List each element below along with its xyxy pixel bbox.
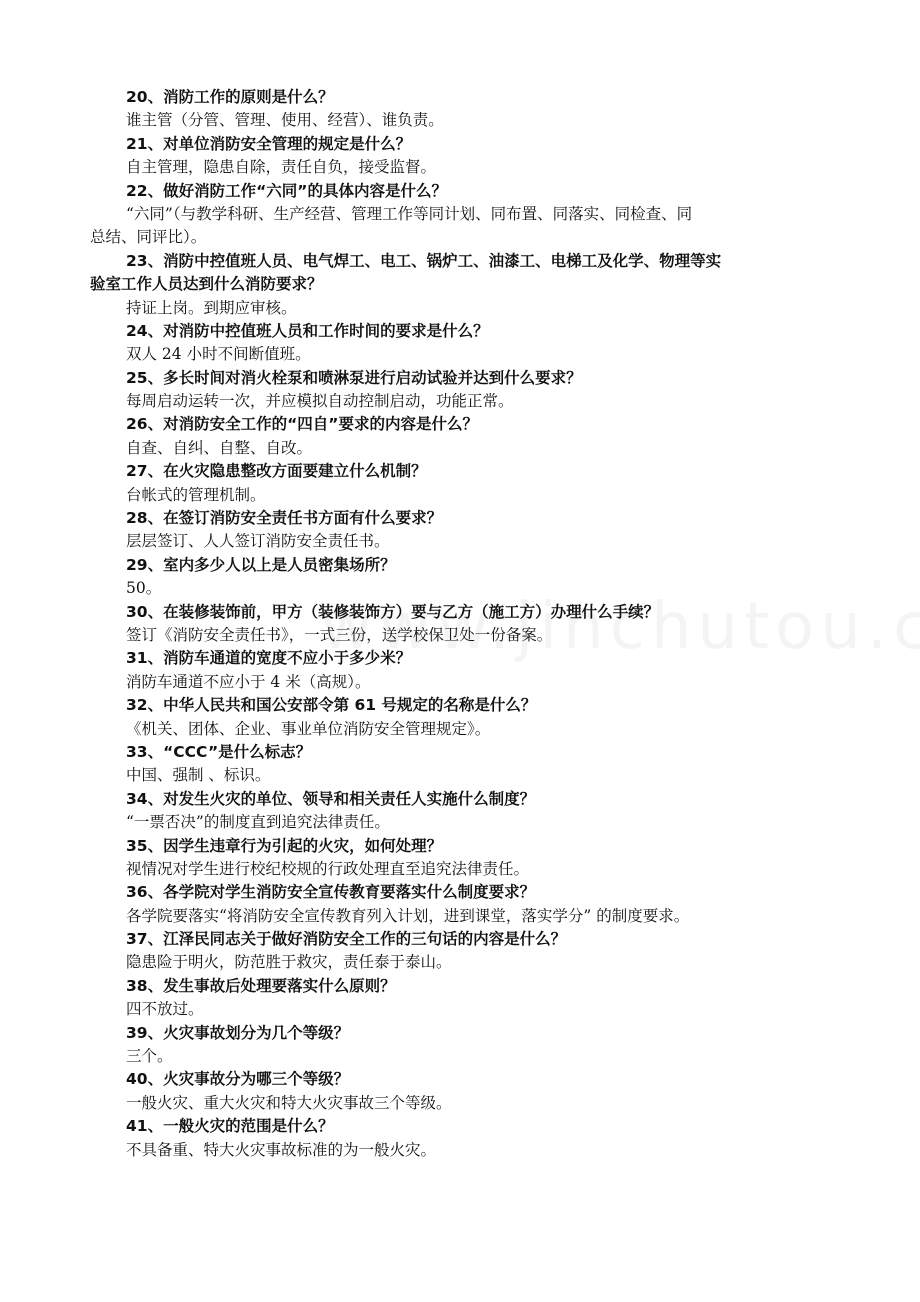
answer-line: 自主管理，隐患自除，责任自负，接受监督。: [126, 158, 437, 177]
answer-line: 视情况对学生进行校纪校规的行政处理直至追究法律责任。: [126, 859, 530, 878]
answer-line: 隐患险于明火，防范胜于救灾，责任泰于泰山。: [126, 953, 452, 972]
question-line: 20、消防工作的原则是什么？: [126, 88, 334, 106]
answer-line: “一票否决”的制度直到追究法律责任。: [126, 813, 390, 832]
question-line: 35、因学生违章行为引起的火灾，如何处理？: [126, 836, 443, 855]
question-line: 28、在签订消防安全责任书方面有什么要求？: [126, 509, 443, 528]
question-line-continued: 验室工作人员达到什么消防要求？: [90, 275, 323, 294]
answer-line: 签订《消防安全责任书》，一式三份，送学校保卫处一份备案。: [126, 625, 553, 644]
answer-line: 50。: [126, 579, 162, 598]
question-line: 31、消防车通道的宽度不应小于多少米？: [126, 649, 412, 668]
question-line: 34、对发生火灾的单位、领导和相关责任人实施什么制度？: [126, 789, 536, 808]
answer-line: 《机关、团体、企业、事业单位消防安全管理规定》。: [126, 719, 491, 738]
question-line: 41、一般火灾的范围是什么？: [126, 1117, 334, 1136]
answer-line: 一般火灾、重大火灾和特大火灾事故三个等级。: [126, 1093, 452, 1112]
answer-line: 谁主管（分管、管理、使用、经营）、谁负责。: [126, 111, 444, 130]
question-line: 21、对单位消防安全管理的规定是什么？: [126, 134, 412, 153]
question-line: 36、各学院对学生消防安全宣传教育要落实什么制度要求？: [126, 883, 536, 902]
answer-line: 双人 24 小时不间断值班。: [126, 345, 311, 364]
answer-line: 不具备重、特大火灾事故标准的为一般火灾。: [126, 1140, 437, 1159]
question-line: 26、对消防安全工作的“四自”要求的内容是什么？: [126, 415, 478, 434]
answer-line: 台帐式的管理机制。: [126, 485, 266, 504]
question-line: 39、火灾事故划分为几个等级？: [126, 1023, 350, 1042]
qa-list: [90, 86, 834, 1162]
answer-line: 三个。: [126, 1047, 173, 1066]
question-line: 23、消防中控值班人员、电气焊工、电工、锅炉工、油漆工、电梯工及化学、物理等实: [126, 251, 722, 270]
question-line: 24、对消防中控值班人员和工作时间的要求是什么？: [126, 321, 489, 340]
answer-line-continued: 总结、同评比）。: [90, 228, 207, 247]
answer-line: 层层签订、人人签订消防安全责任书。: [126, 532, 390, 551]
question-line: 33、“CCC”是什么标志？: [126, 742, 312, 761]
question-line: 32、中华人民共和国公安部令第 61 号规定的名称是什么？: [126, 696, 537, 715]
answer-line: 中国、强制 、标识。: [126, 766, 271, 785]
answer-line: 每周启动运转一次，并应模拟自动控制启动，功能正常。: [126, 392, 514, 411]
question-line: 29、室内多少人以上是人员密集场所？: [126, 555, 396, 574]
answer-line: “六同”（与教学科研、生产经营、管理工作等同计划、同布置、同落实、同检查、同: [126, 204, 693, 223]
answer-line: 消防车通道不应小于 4 米（高规）。: [126, 672, 371, 691]
question-line: 37、江泽民同志关于做好消防安全工作的三句话的内容是什么？: [126, 930, 567, 949]
question-line: 22、做好消防工作“六同”的具体内容是什么？: [126, 181, 447, 200]
answer-line: 各学院要落实“将消防安全宣传教育列入计划，进到课堂，落实学分” 的制度要求。: [126, 906, 690, 925]
answer-line: 自查、自纠、自整、自改。: [126, 438, 313, 457]
question-line: 30、在装修装饰前，甲方（装修装饰方）要与乙方（施工方）办理什么手续？: [126, 602, 660, 621]
question-line: 40、火灾事故分为哪三个等级？: [126, 1070, 350, 1089]
question-line: 27、在火灾隐患整改方面要建立什么机制？: [126, 462, 427, 481]
question-line: 38、发生事故后处理要落实什么原则？: [126, 976, 396, 995]
answer-line: 持证上岗。到期应审核。: [126, 298, 297, 317]
question-line: 25、多长时间对消火栓泵和喷淋泵进行启动试验并达到什么要求？: [126, 368, 582, 387]
answer-line: 四不放过。: [126, 1000, 204, 1019]
